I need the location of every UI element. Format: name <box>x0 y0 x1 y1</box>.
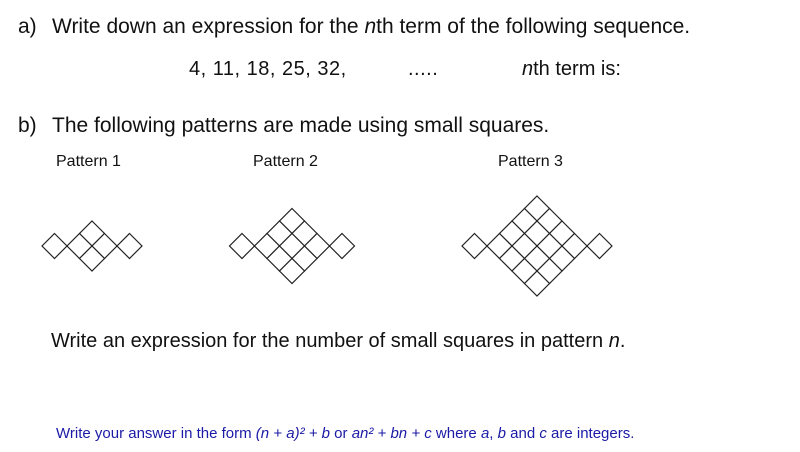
part-a-question-post: th term of the following sequence. <box>376 15 691 38</box>
nth-term-rest: th term is: <box>533 58 621 80</box>
side-square-left <box>42 234 67 259</box>
part-b-label: b) <box>18 114 37 137</box>
pattern-3-label: Pattern 3 <box>498 153 563 170</box>
part-a-n: n <box>364 15 377 38</box>
pattern-3 <box>462 196 612 296</box>
hint-form-1: (n + a)² + b <box>255 425 330 442</box>
part-b-instruction <box>51 330 625 353</box>
sequence-dots: ..... <box>408 58 439 80</box>
hint-form-2: an² + bn + c <box>351 425 432 442</box>
nth-term-n: n <box>522 58 534 80</box>
side-square-right <box>330 234 355 259</box>
side-square-left <box>462 234 487 259</box>
pattern-1-label: Pattern 1 <box>56 153 121 170</box>
hint-text-2: or <box>330 425 352 442</box>
hint-text-3: where <box>431 425 481 442</box>
part-a-question-pre: Write down an expression for the <box>52 15 365 38</box>
hint-b: b <box>497 425 506 442</box>
instruction-pre: Write an expression for the number of small squares in pattern <box>51 330 609 352</box>
side-square-right <box>587 234 612 259</box>
part-b-question: The following patterns are made using small squares. <box>52 114 550 137</box>
hint-c: c <box>539 425 547 442</box>
side-square-left <box>230 234 255 259</box>
sequence: 4, 11, 18, 25, 32, <box>189 58 347 80</box>
pattern-1 <box>42 221 142 271</box>
hint-text-1: Write your answer in the form <box>56 425 256 442</box>
answer-form-hint <box>56 425 634 442</box>
pattern-2 <box>230 209 355 284</box>
side-square-right <box>117 234 142 259</box>
hint-text-5: and <box>505 425 540 442</box>
part-a-label: a) <box>18 15 37 38</box>
instruction-n: n <box>608 330 620 352</box>
hint-a: a <box>480 425 490 442</box>
hint-text-4: , <box>489 425 498 442</box>
hint-text-6: are integers. <box>546 425 635 442</box>
pattern-2-label: Pattern 2 <box>253 153 318 170</box>
instruction-post: . <box>619 330 626 352</box>
